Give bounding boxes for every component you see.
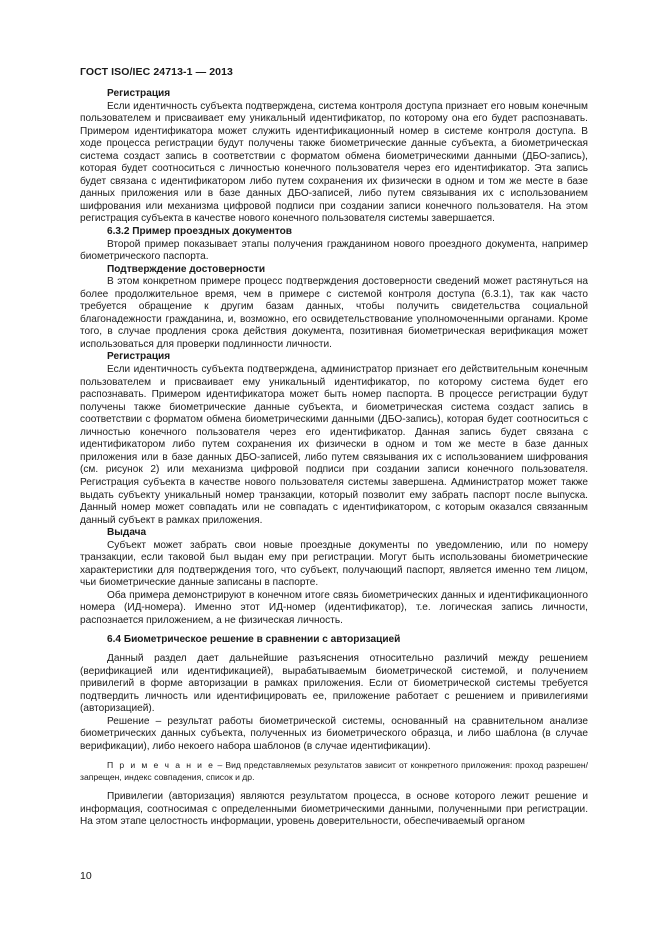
note-label: П р и м е ч а н и е — [107, 760, 215, 771]
privileges-paragraph: Привилегии (авторизация) являются результатом процесса, в основе которого лежит решение и информация, соотносимая с определенными биометрическими данными, полученными при регистрации. На этом этапе целостность информации, уровень доверительности, обеспечиваемый органом — [80, 791, 588, 828]
registration-heading-2: Регистрация — [107, 351, 171, 363]
decision-definition-paragraph: Решение – результат работы биометрической системы, основанный на сравнительном анализе биометрических данных субъекта, полученных из биометрического образца, и либо шаблона (в случае верификации), либо некоего набора шаблонов (в случае идентификации). — [80, 715, 588, 752]
document-body — [80, 88, 588, 829]
section-heading-6-3-2: 6.3.2 Пример проездных документов — [107, 226, 292, 238]
examples-conclusion: Оба примера демонстрируют в конечном итоге связь биометрических данных и идентификационного номера (ИД-номера). Именно этот ИД-номер (идентификатор), т.е. логическая запись личности, распознается приложением, а не физическая личность. — [80, 589, 588, 626]
page-number: 10 — [80, 870, 92, 882]
verification-paragraph: В этом конкретном примере процесс подтверждения достоверности сведений может растянуться на более продолжительное время, чем в примере с системой контроля доступа (6.3.1), так как часто требуется обращение к другим базам данных, чтобы получить свидетельства социальной благонадежности гражданина, и, возможно, его освидетельствование уполномоченными органами. Кроме того, в случае продления срока действия документа, позитивная биометрическая верификация может использоваться для проверки подлинности личности. — [80, 276, 588, 350]
registration-heading: Регистрация — [107, 88, 171, 99]
document-header: ГОСТ ISO/IEC 24713-1 — 2013 — [80, 66, 233, 78]
registration-paragraph: Если идентичность субъекта подтверждена, система контроля доступа признает его новым конечным пользователем и присваивает ему уникальный идентификатор, по которому она его будет распознавать. Примером идентификатора может служить идентификационный номер в системе контроля доступа. В ходе процесса регистрации будут получены также биометрические данные субъекта, а биометрическая система создаст запись в соответствии с форматом обмена биометрическими данными (ДБО-запись), которая будет соотноситься с личностью конечного пользователя через его идентификатор. Эта запись будет связана с идентификатором либо путем сохранения их физически в одном и том же месте в базе данных приложения или в базе данных ДБО-записей, либо путем связывания их с использованием шифрования или механизма цифровой подписи при создании записи конечного пользователя. На этом регистрация субъекта в качестве нового конечного пользователя системы завершается. — [80, 100, 588, 225]
travel-docs-intro: Второй пример показывает этапы получения гражданином нового проездного документа, например биометрического паспорта. — [80, 238, 588, 263]
registration-paragraph-2: Если идентичность субъекта подтверждена, администратор признает его действительным конечным пользователем и присваивает ему уникальный идентификатор, по которому система будет его распознавать. Примером идентификатора может быть номер паспорта. В процессе регистрации будут получены также биометрические данные субъекта, и биометрическая система создаст запись в соответствии с форматом обмена биометрическими данными (ДБО-запись), которая будет соотноситься с личностью конечного пользователя через его идентификатор. Данная запись будет связана с идентификатором либо путем сохранения их физически в одном и том же месте в базе данных приложения или в базе данных ДБО-записей, либо путем связывания их с использованием шифрования (см. рисунок 2) или механизма цифровой подписи при создании записи конечного пользователя. Регистрация субъекта в качестве нового пользователя системы завершена. Администратор может также выдать субъекту уникальный номер транзакции, который позволит ему забрать паспорт после выпуска. Данный номер может совпадать или не совпадать с идентификатором, с которым оказался связанным данный субъект в рамках приложения. — [80, 364, 588, 526]
issue-heading: Выдача — [107, 527, 147, 539]
decision-vs-auth-paragraph: Данный раздел дает дальнейшие разъяснения относительно различий между решением (верификацией или идентификацией), вырабатываемым биометрической системой, и получением привилегий в форме авторизации в рамках приложения. Если от биометрической системы требуется подтвердить личность или идентифицировать ее, приложение работает с решением и привилегиями (авторизацией). — [80, 653, 588, 715]
note-text: – Вид представляемых результатов зависит от конкретного приложения: проход разрешен/запрещен, индекс совпадения, список и др. — [80, 760, 588, 783]
issue-paragraph: Субъект может забрать свои новые проездные документы по уведомлению, или по номеру транзакции, если таковой был выдан ему при регистрации. Могут быть использованы биометрические характеристики для подтверждения того, что субъект, получающий паспорт, является именно тем лицом, чьи биометрические данные записаны в паспорте. — [80, 539, 588, 589]
verification-heading: Подтверждение достоверности — [107, 263, 266, 275]
note-block — [80, 760, 588, 784]
section-heading-6-4: 6.4 Биометрическое решение в сравнении с авторизацией — [107, 633, 401, 645]
